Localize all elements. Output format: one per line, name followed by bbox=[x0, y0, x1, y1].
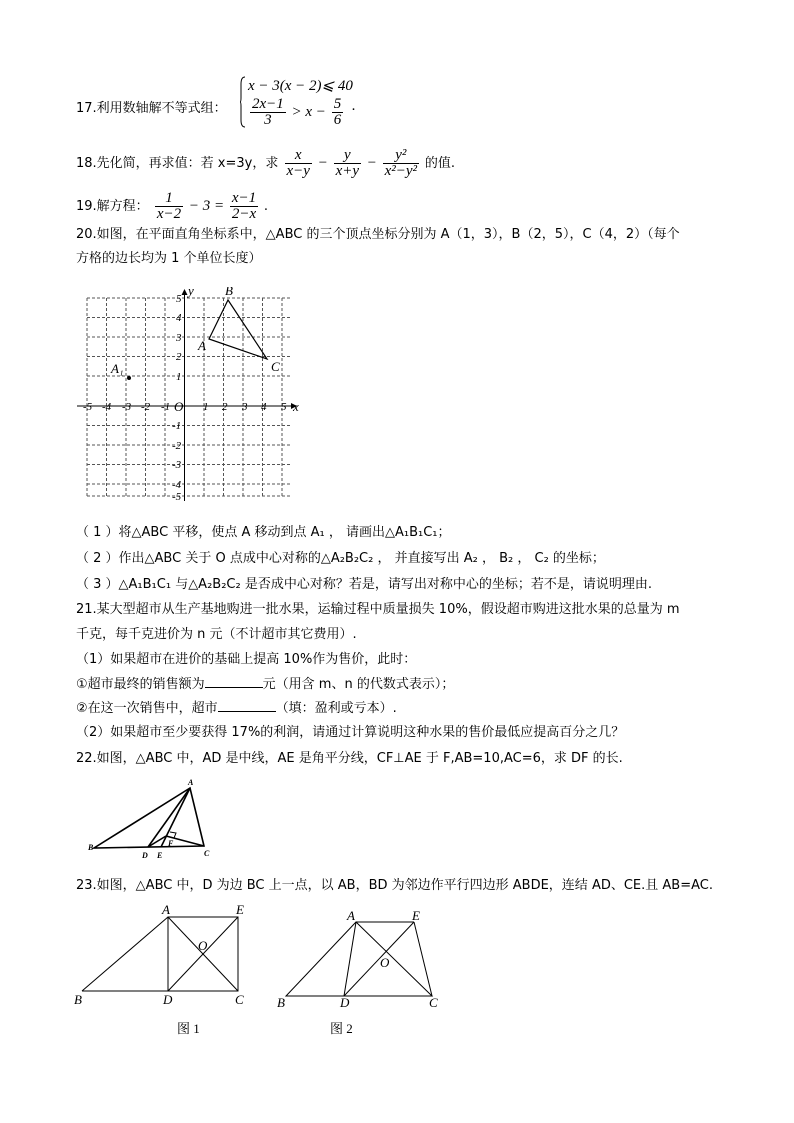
q20-line1: 20.如图，在平面直角坐标系中，△ABC 的三个顶点坐标分别为 A（1，3），B（2，5），C（4，2）（每个 bbox=[76, 227, 680, 242]
label-f: F bbox=[168, 839, 174, 848]
q17-frac2-den: 6 bbox=[333, 112, 342, 128]
y-tick: -4 bbox=[172, 479, 182, 491]
triangle-abc bbox=[94, 788, 204, 848]
label-a: A bbox=[188, 778, 194, 787]
q17-row1: x − 3(x − 2)⩽ 40 bbox=[248, 78, 353, 94]
y-tick: -2 bbox=[172, 440, 182, 452]
label-d: D bbox=[163, 992, 173, 1007]
q19-f1-den: x−2 bbox=[156, 206, 182, 222]
q19-mid: − 3 = bbox=[188, 197, 225, 214]
segment-ec bbox=[414, 922, 432, 996]
label-b: B bbox=[225, 287, 233, 298]
x-tick: 3 bbox=[242, 401, 248, 413]
label-a: A bbox=[198, 338, 206, 353]
q18-f2-den: x+y bbox=[335, 163, 359, 179]
q18-minus1: − bbox=[317, 154, 328, 171]
q20-sub2: （ 2 ）作出△ABC 关于 O 点成中心对称的△A₂B₂C₂ ， 并直接写出 A₂ ， B₂ ， C₂ 的坐标； bbox=[76, 551, 605, 566]
label-c: C bbox=[204, 849, 210, 858]
triangle-abc bbox=[209, 300, 267, 359]
y-tick: 4 bbox=[176, 312, 182, 324]
q18-text2: 的值. bbox=[424, 155, 455, 171]
q18-minus2: − bbox=[366, 154, 377, 171]
triangle-abc bbox=[286, 922, 432, 996]
q22-text: 22.如图，△ABC 中，AD 是中线，AE 是角平分线，CF⊥AE 于 F,AB=10,AC=6，求 DF 的长. bbox=[76, 751, 623, 766]
q21-s1a bbox=[76, 675, 454, 694]
q23-figure-2 bbox=[274, 904, 449, 1008]
q18-prompt bbox=[76, 148, 455, 179]
y-tick: 5 bbox=[176, 293, 182, 305]
label-c: C bbox=[429, 995, 438, 1008]
x-tick: -3 bbox=[122, 401, 132, 413]
q17-frac2-num: 5 bbox=[333, 96, 342, 112]
y-axis-label: y bbox=[188, 287, 194, 298]
y-tick: 2 bbox=[176, 351, 182, 363]
q21-line2: 千克，每千克进价为 n 元（不计超市其它费用）. bbox=[76, 627, 357, 642]
answer-blank[interactable] bbox=[218, 699, 276, 712]
q21-s1b-pre: ②在这一次销售中，超市 bbox=[76, 701, 218, 716]
q19-f2-num: x−1 bbox=[231, 190, 257, 206]
q21-s1: （1）如果超市在进价的基础上提高 10%作为售价，此时： bbox=[76, 652, 417, 667]
y-tick: -5 bbox=[172, 491, 182, 503]
q18-text1: 18.先化简，再求值：若 x=3y，求 bbox=[76, 155, 279, 171]
q21-s1b-post: （填：盈利或亏本）. bbox=[275, 701, 397, 716]
brace-icon bbox=[240, 76, 246, 128]
grid-lines bbox=[87, 298, 291, 496]
label-c: C bbox=[271, 359, 280, 374]
label-a: A bbox=[347, 908, 355, 923]
fig1-caption: 图 1 bbox=[177, 1021, 200, 1036]
y-tick: -1 bbox=[172, 420, 182, 432]
q17-text: 17.利用数轴解不等式组： bbox=[76, 101, 227, 116]
q17-frac-den: 3 bbox=[264, 112, 272, 128]
x-tick: -5 bbox=[83, 401, 93, 413]
y-axis-arrow-icon bbox=[182, 289, 188, 295]
x-tick: -2 bbox=[141, 401, 151, 413]
x-tick: 1 bbox=[203, 401, 209, 413]
q23-figure-1 bbox=[72, 904, 252, 1008]
q20-line2: 方格的边长均为 1 个单位长度） bbox=[76, 251, 262, 266]
q21-s1a-post: 元（用含 m、n 的代数式表示）； bbox=[262, 677, 455, 692]
q18-f3-num: y² bbox=[383, 148, 419, 164]
q19-f1-num: 1 bbox=[155, 191, 183, 207]
x-tick: -1 bbox=[161, 401, 171, 413]
label-d: D bbox=[142, 851, 148, 860]
point-a1 bbox=[127, 376, 131, 380]
q17-prompt bbox=[76, 100, 227, 118]
label-o: O bbox=[198, 938, 208, 953]
fig2-caption: 图 2 bbox=[330, 1021, 353, 1036]
q19-text1: 19.解方程： bbox=[76, 198, 149, 214]
q22-triangle-figure bbox=[86, 778, 226, 862]
label-a: A bbox=[162, 904, 170, 917]
x-axis-label: x bbox=[293, 399, 299, 414]
q17-frac-num: 2x−1 bbox=[252, 96, 284, 112]
label-o: O bbox=[380, 955, 390, 970]
q21-s1b bbox=[76, 699, 397, 718]
label-d: D bbox=[340, 995, 350, 1008]
q18-f3-den: x²−y² bbox=[384, 163, 418, 179]
q19-f2-den: 2−x bbox=[231, 206, 257, 222]
y-tick: 3 bbox=[176, 332, 182, 344]
q21-s2: （2）如果超市至少要获得 17%的利润，请通过计算说明这种水果的售价最低应提高百分之几？ bbox=[76, 725, 625, 740]
q17-row2-mid: > x − bbox=[287, 103, 330, 120]
q20-sub3: （ 3 ）△A₁B₁C₁ 与△A₂B₂C₂ 是否成中心对称？若是，请写出对称中心的坐标；若不是，请说明理由. bbox=[76, 577, 652, 592]
q17-end: . bbox=[352, 98, 356, 114]
q21-line1: 21.某大型超市从生产基地购进一批水果，运输过程中质量损失 10%，假设超市购进这批水果的总量为 m bbox=[76, 602, 680, 617]
origin-label: O bbox=[174, 399, 184, 414]
x-tick: 5 bbox=[281, 401, 287, 413]
answer-blank[interactable] bbox=[205, 675, 263, 688]
q21-s1a-pre: ①超市最终的销售额为 bbox=[76, 677, 205, 692]
label-b: B bbox=[74, 992, 82, 1007]
q23-text: 23.如图，△ABC 中，D 为边 BC 上一点，以 AB，BD 为邻边作平行四边形 ABDE，连结 AD、CE.且 AB=AC. bbox=[76, 878, 713, 893]
label-c: C bbox=[235, 992, 244, 1007]
segment-ab bbox=[82, 917, 168, 991]
x-tick: 4 bbox=[261, 401, 267, 413]
x-tick: 2 bbox=[222, 401, 228, 413]
q18-f1-num: x bbox=[285, 148, 312, 164]
x-tick: -4 bbox=[102, 401, 112, 413]
q19-prompt bbox=[76, 191, 268, 222]
label-a1: A₁ bbox=[111, 361, 124, 376]
label-e: E bbox=[236, 904, 244, 917]
q20-sub1: （ 1 ）将△ABC 平移，使点 A 移动到点 A₁ ， 请画出△A₁B₁C₁； bbox=[76, 525, 451, 540]
y-tick: 1 bbox=[176, 371, 182, 383]
q18-f2-num: y bbox=[334, 148, 361, 164]
label-e: E bbox=[157, 851, 163, 860]
q18-f1-den: x−y bbox=[286, 163, 310, 179]
q19-end: . bbox=[263, 198, 269, 214]
label-b: B bbox=[277, 995, 285, 1008]
y-tick: -3 bbox=[172, 459, 182, 471]
q20-coordinate-grid bbox=[75, 287, 305, 507]
label-b: B bbox=[88, 843, 94, 852]
q17-row2 bbox=[248, 97, 345, 128]
label-e: E bbox=[412, 908, 420, 923]
